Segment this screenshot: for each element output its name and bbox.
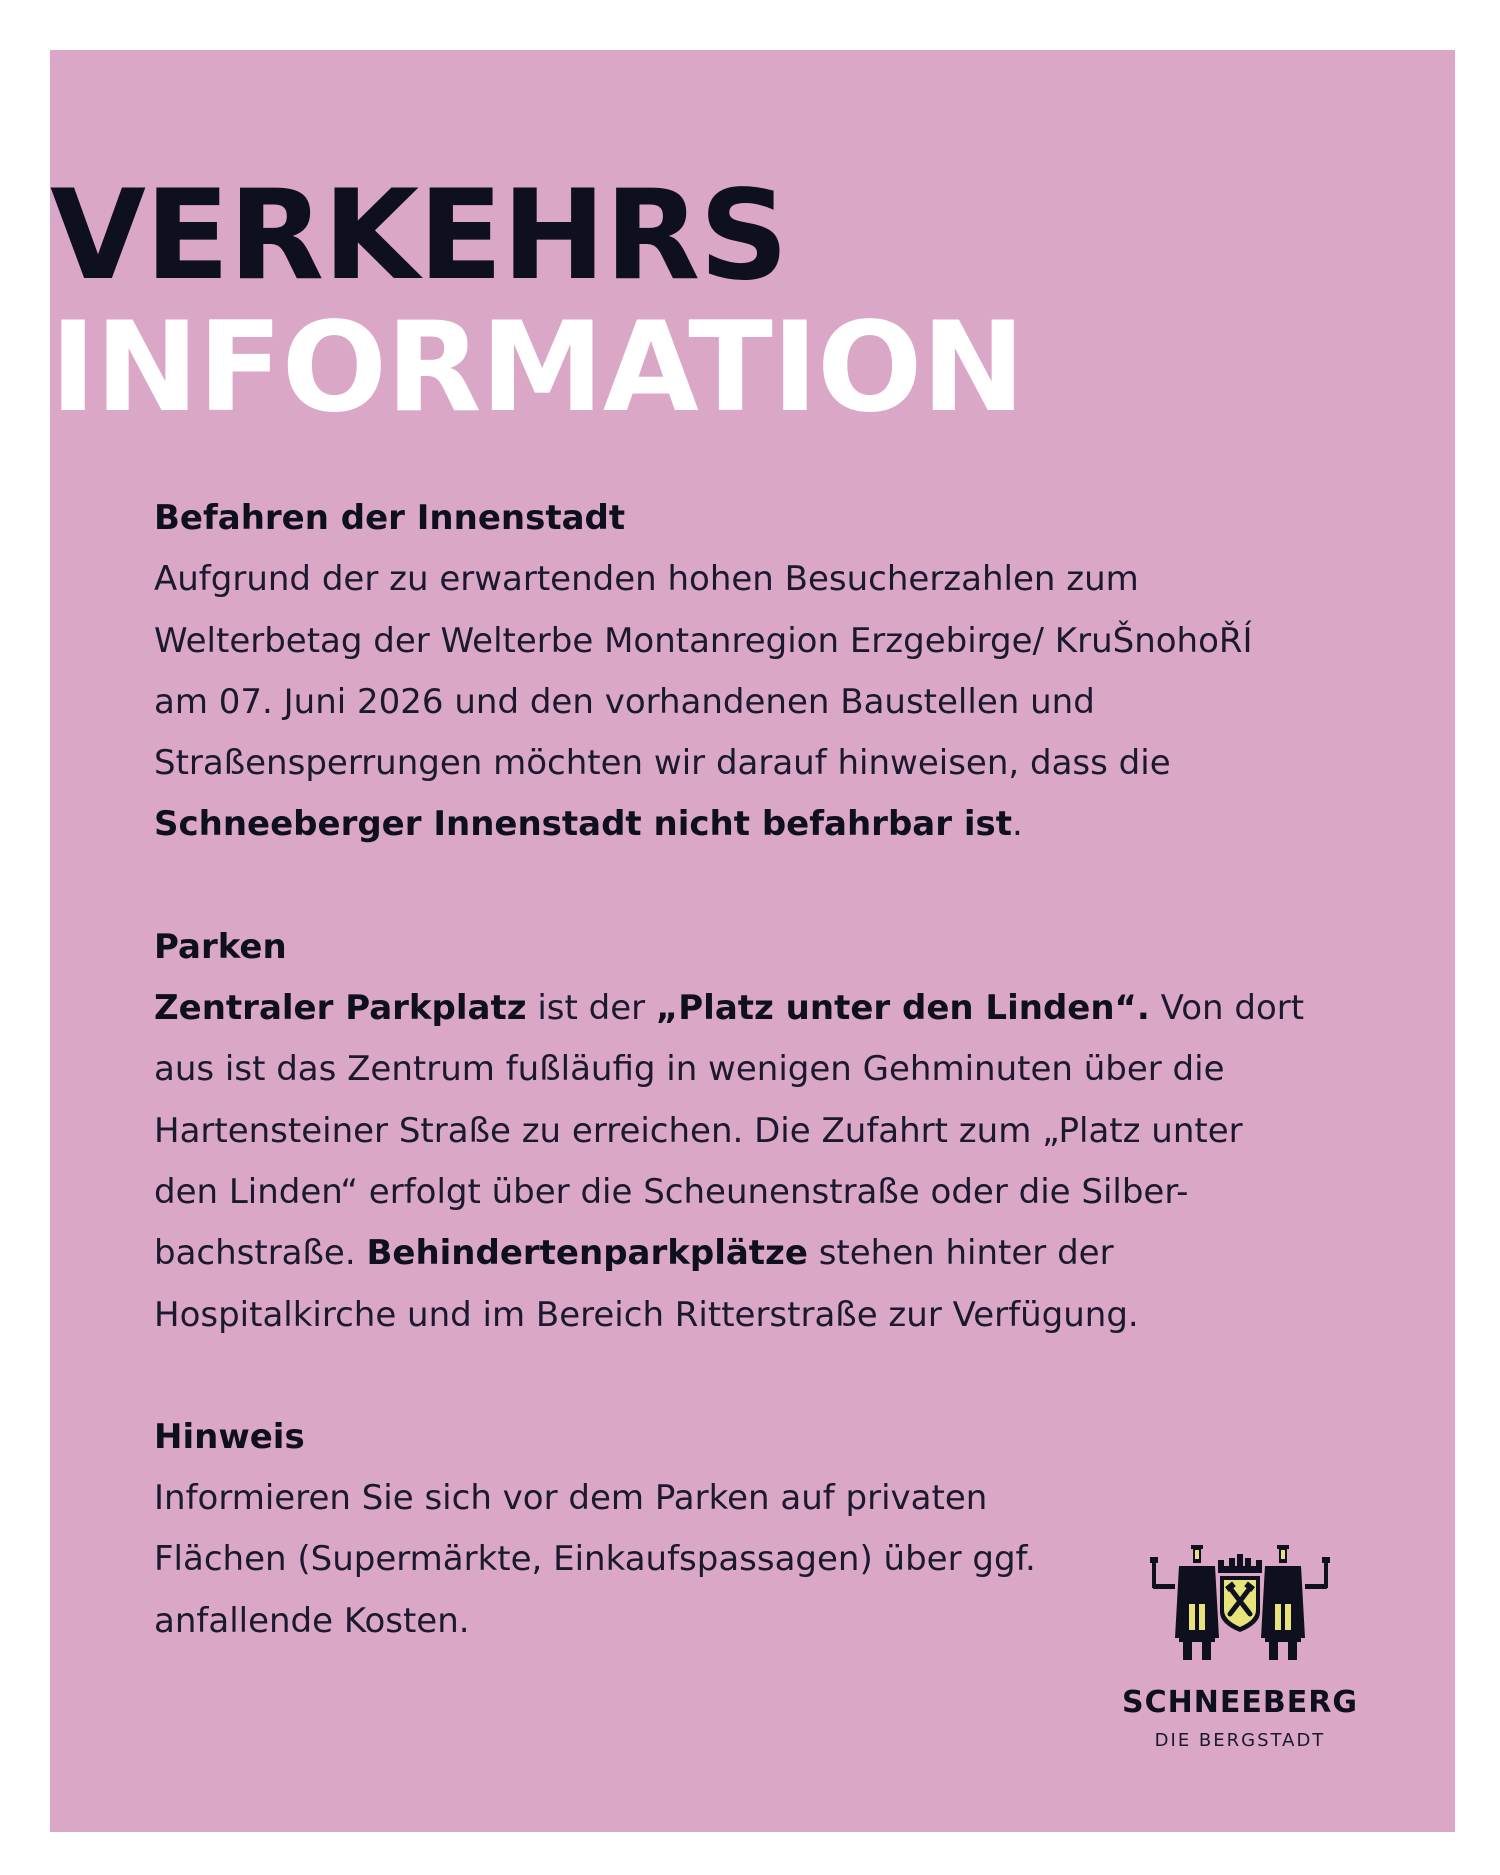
schneeberg-logo <box>1115 1540 1365 1751</box>
text-run: stehen hinter der Hospitalkirche und im Bereich Ritterstraße zur Verfügung. <box>154 1233 1139 1335</box>
text-run: Aufgrund der zu erwartenden hohen Besucherzahlen zum Welterbetag der Welterbe Montanregion Erzgebirge/ KruŠnohoŘÍ am 07. Juni 2026 und den vorhandenen Baustellen und Straßensperrungen möchten wir darauf hinweisen, dass die <box>154 559 1253 784</box>
text-run: ist der <box>526 988 656 1029</box>
headline-line-1: VERKEHRS <box>50 164 788 308</box>
section-parken <box>154 917 1314 1346</box>
bold-run: „Platz unter den Linden“. <box>655 988 1150 1029</box>
logo-name: SCHNEEBERG <box>1122 1685 1358 1720</box>
headline-line-2: INFORMATION <box>50 296 1025 440</box>
section-title: Hinweis <box>154 1416 305 1457</box>
section-text <box>154 549 1314 855</box>
text-run: . <box>1011 804 1023 845</box>
bold-run: Zentraler Parkplatz <box>154 988 527 1029</box>
content <box>154 488 1314 1713</box>
bold-run: Schneeberger Innenstadt nicht befahrbar ist <box>154 804 1012 845</box>
text-run: Von dort aus ist das Zentrum fußläufig in wenigen Gehminuten über die Hartensteiner Straße zu erreichen. Die Zufahrt zum „Platz unter den Linden“ erfolgt über die Scheunenstraße oder die Silber-bachstraße. <box>154 988 1305 1274</box>
headline <box>50 164 1025 440</box>
section-text <box>154 978 1314 1346</box>
logo-subtitle: DIE BERGSTADT <box>1154 1730 1326 1751</box>
miners-crest-icon <box>1150 1540 1330 1665</box>
bold-run: Behindertenparkplätze <box>366 1233 808 1274</box>
section-title: Parken <box>154 926 287 967</box>
section-title: Befahren der Innenstadt <box>154 498 626 538</box>
section-text: Informieren Sie sich vor dem Parken auf privaten Flächen (Supermärkte, Einkaufspassagen) über ggf. anfallende Kosten. <box>154 1478 1036 1641</box>
section-innenstadt <box>154 488 1314 856</box>
